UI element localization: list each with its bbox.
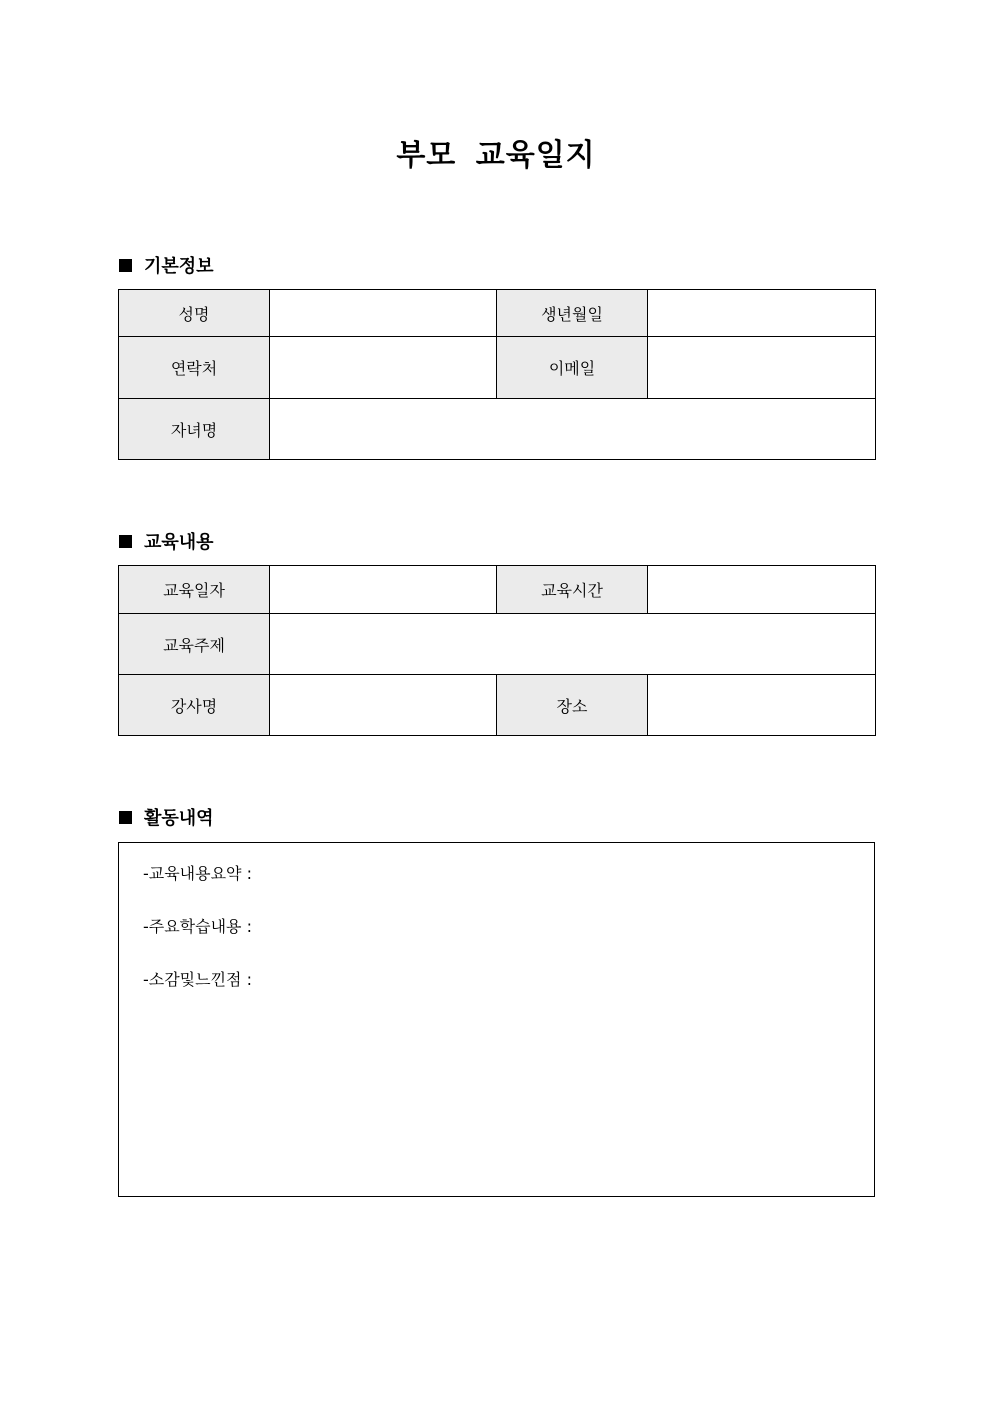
table-row bbox=[119, 399, 876, 460]
square-bullet-icon bbox=[119, 811, 132, 824]
activity-heading-text: 활동내역 bbox=[144, 808, 214, 829]
email-field[interactable] bbox=[648, 337, 876, 399]
birthdate-label: 생년월일 bbox=[497, 290, 648, 337]
education-date-label: 교육일자 bbox=[119, 566, 270, 614]
instructor-label: 강사명 bbox=[119, 675, 270, 736]
basic-info-heading bbox=[119, 252, 214, 278]
education-topic-label: 교육주제 bbox=[119, 614, 270, 675]
education-table bbox=[118, 565, 876, 736]
activity-impressions-line: -소감및느낀점 : bbox=[143, 970, 252, 989]
education-time-label: 교육시간 bbox=[497, 566, 648, 614]
instructor-field[interactable] bbox=[270, 675, 497, 736]
birthdate-field[interactable] bbox=[648, 290, 876, 337]
education-heading bbox=[119, 528, 214, 554]
name-field[interactable] bbox=[270, 290, 497, 337]
activity-learning-line: -주요학습내용 : bbox=[143, 917, 252, 936]
table-row bbox=[119, 566, 876, 614]
name-label: 성명 bbox=[119, 290, 270, 337]
child-name-field[interactable] bbox=[270, 399, 876, 460]
basic-info-table bbox=[118, 289, 876, 460]
document-title: 부모 교육일지 bbox=[396, 138, 596, 173]
basic-info-heading-text: 기본정보 bbox=[144, 256, 214, 277]
contact-field[interactable] bbox=[270, 337, 497, 399]
square-bullet-icon bbox=[119, 259, 132, 272]
place-field[interactable] bbox=[648, 675, 876, 736]
education-topic-field[interactable] bbox=[270, 614, 876, 675]
table-row bbox=[119, 614, 876, 675]
activity-box[interactable] bbox=[118, 842, 875, 1197]
email-label: 이메일 bbox=[497, 337, 648, 399]
activity-summary-line: -교육내용요약 : bbox=[143, 864, 252, 883]
contact-label: 연락처 bbox=[119, 337, 270, 399]
table-row bbox=[119, 290, 876, 337]
education-date-field[interactable] bbox=[270, 566, 497, 614]
education-heading-text: 교육내용 bbox=[144, 532, 214, 553]
education-time-field[interactable] bbox=[648, 566, 876, 614]
child-name-label: 자녀명 bbox=[119, 399, 270, 460]
activity-heading bbox=[119, 804, 214, 830]
table-row bbox=[119, 675, 876, 736]
table-row bbox=[119, 337, 876, 399]
square-bullet-icon bbox=[119, 535, 132, 548]
place-label: 장소 bbox=[497, 675, 648, 736]
